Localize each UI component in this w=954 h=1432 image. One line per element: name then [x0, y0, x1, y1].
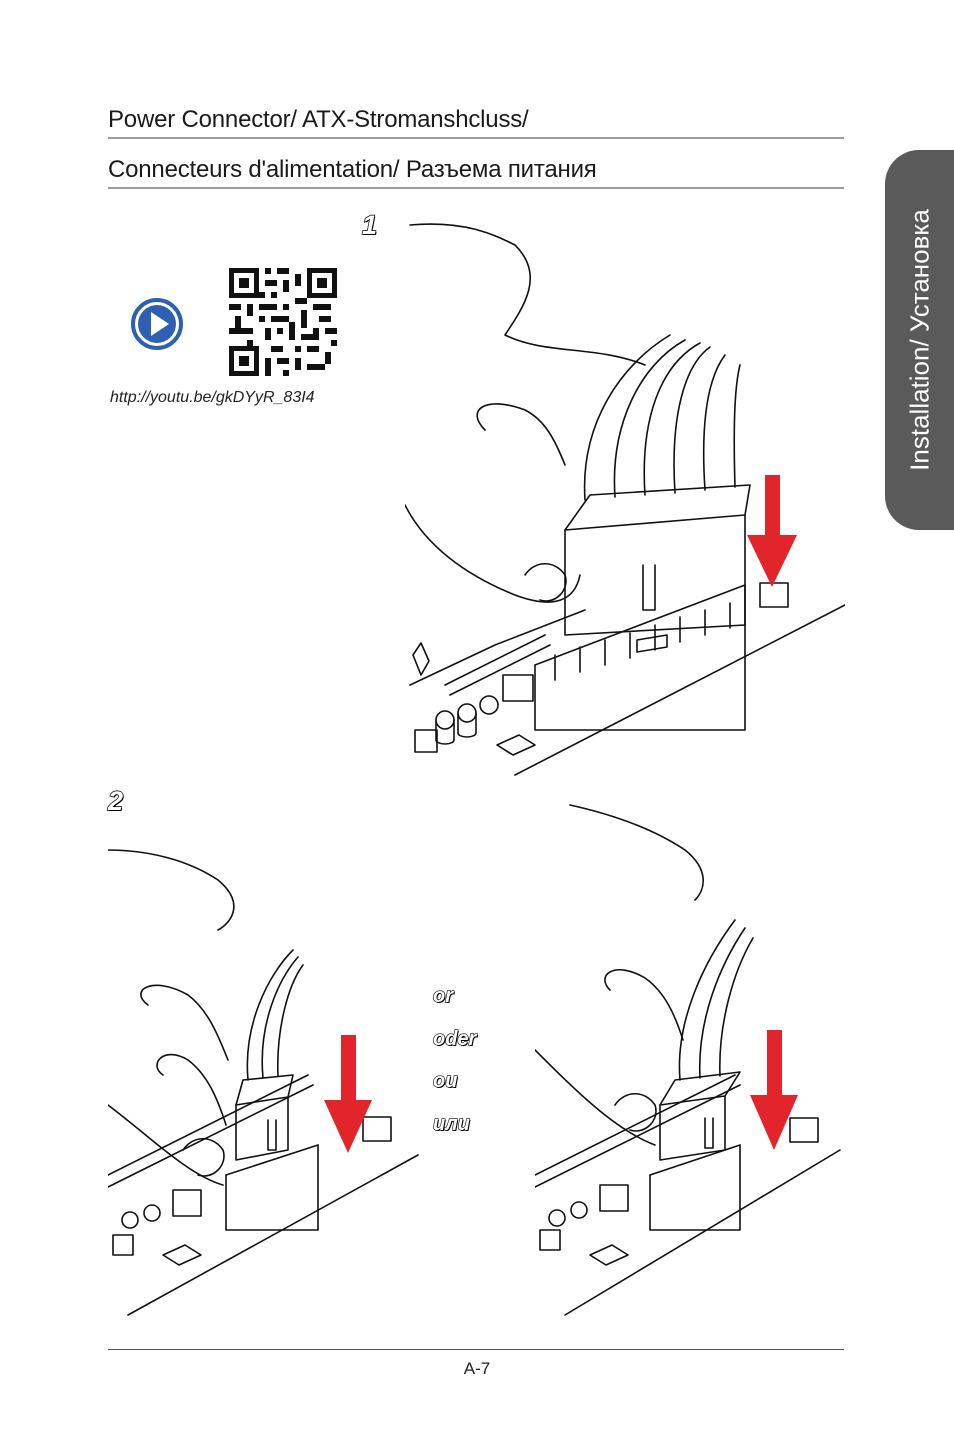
step-number-1: 1	[362, 210, 378, 240]
step-number-2: 2	[108, 786, 124, 816]
section-heading-line-2: Connecteurs d'alimentation/ Разъема питания	[108, 156, 844, 189]
qr-code-icon	[229, 268, 337, 376]
cpu-power-connector-illustration-a	[108, 835, 423, 1320]
chapter-side-tab	[885, 150, 954, 530]
play-circle-icon[interactable]	[130, 297, 184, 351]
page-number: A-7	[463, 1359, 491, 1378]
alternative-or-en: or	[433, 985, 453, 1007]
alternative-or-fr: ou	[433, 1070, 458, 1092]
alternative-or-ru: или	[433, 1113, 470, 1135]
video-url[interactable]: http://youtu.be/gkDYyR_83I4	[110, 389, 315, 406]
section-heading-line-1: Power Connector/ ATX-Stromanshcluss/	[108, 106, 844, 139]
atx-connector-illustration	[405, 215, 845, 780]
cpu-power-connector-illustration-b	[535, 800, 845, 1320]
footer-divider	[108, 1349, 844, 1350]
chapter-side-tab-label: Installation/ Установка	[904, 209, 934, 471]
alternative-or-de: oder	[433, 1028, 477, 1050]
